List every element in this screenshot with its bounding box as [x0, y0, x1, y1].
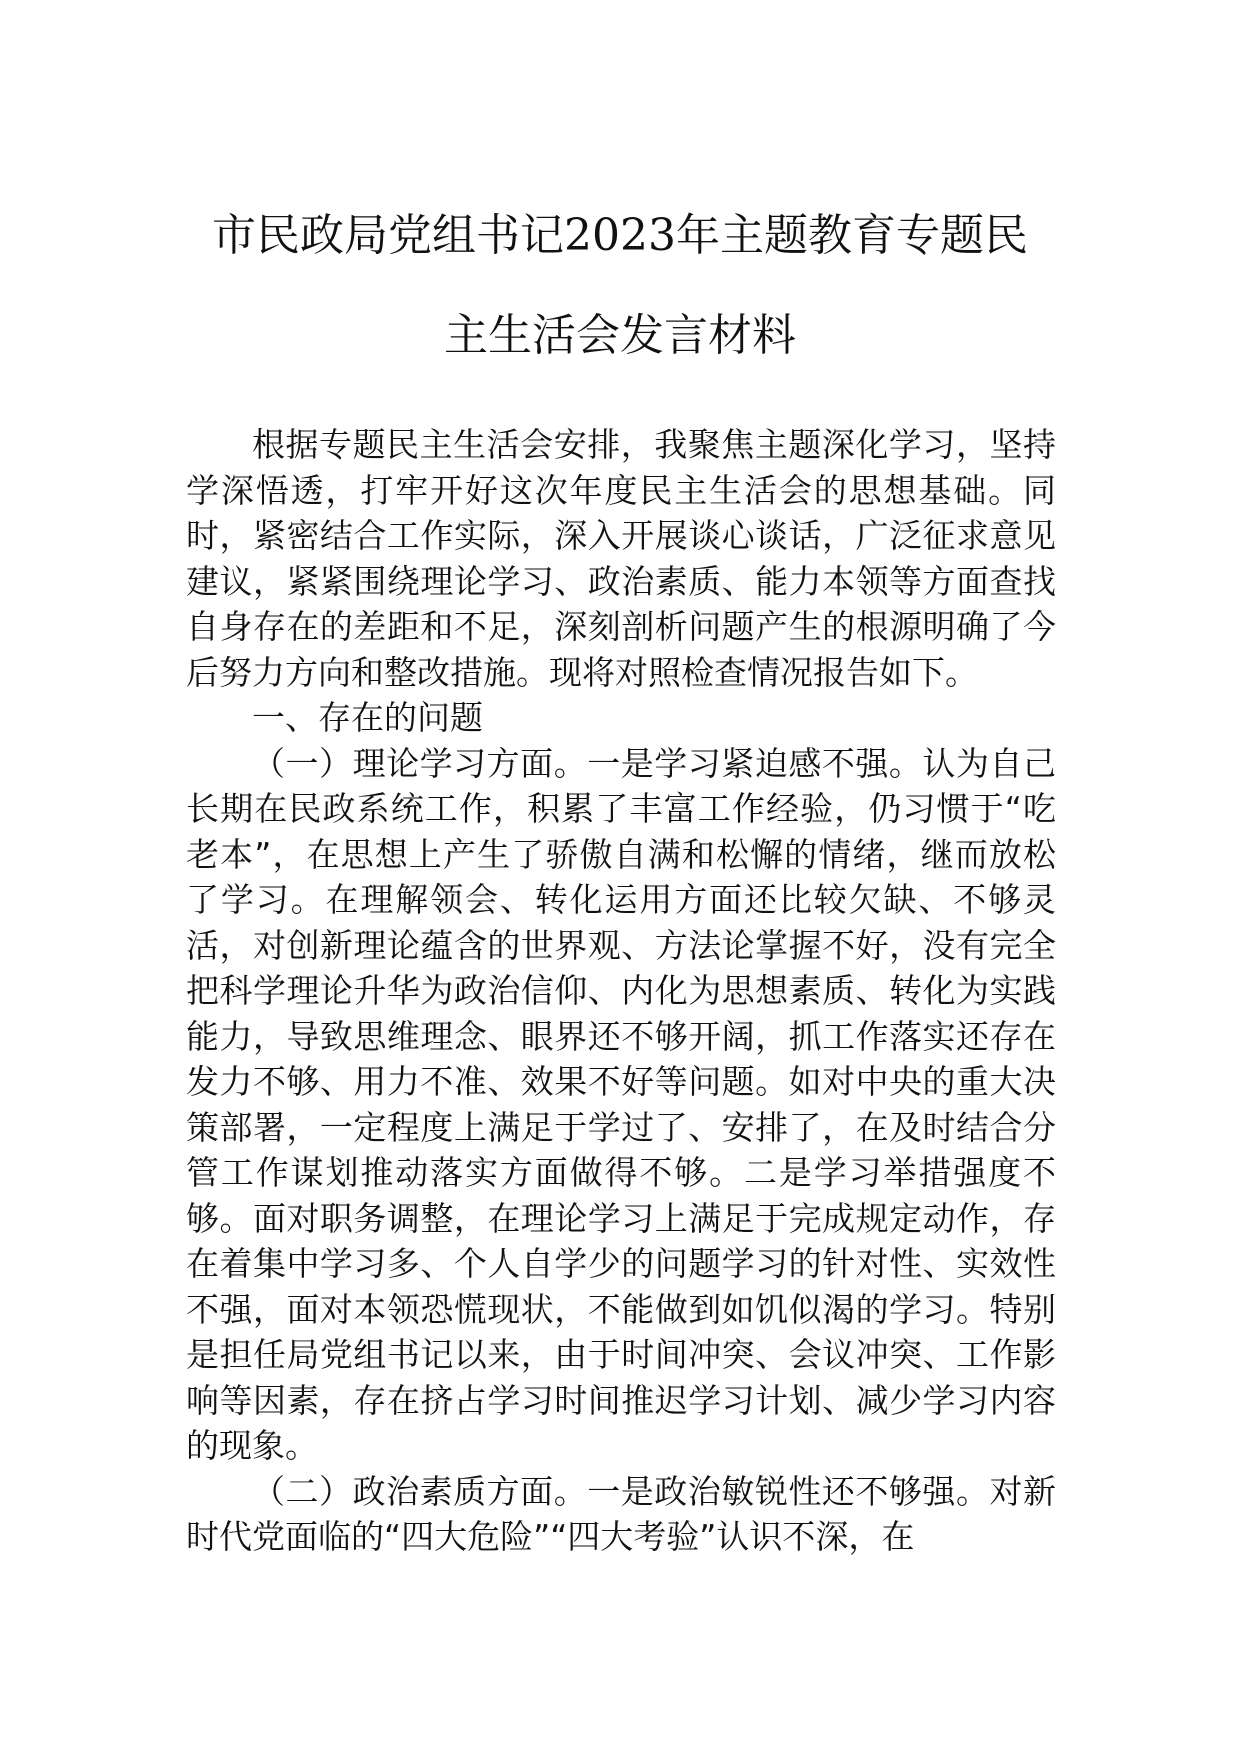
section-heading: 一、存在的问题 [252, 698, 483, 737]
title-line-2: 主生活会发言材料 [444, 310, 796, 361]
intro-paragraph: 根据专题民主生活会安排，我聚焦主题深化学习，坚持学深悟透，打牢开好这次年度民主生活会的思想基础。同时，紧密结合工作实际，深入开展谈心谈话，广泛征求意见建议，紧紧围绕理论学习、政治素质、能力本领等方面查找自身存在的差距和不足，深刻剖析问题产生的根源明确了今后努力方向和整改措施。现将对照检查情况报告如下。 [186, 425, 1056, 692]
title-line-1: 市民政局党组书记2023年主题教育专题民 [212, 210, 1028, 261]
document-title [180, 186, 1060, 386]
body-paragraph: （二）政治素质方面。一是政治敏锐性还不够强。对新时代党面临的“四大危险”“四大考验”认识不深，在 [186, 1471, 1056, 1556]
document-body [186, 422, 1056, 1560]
body-paragraph: （一）理论学习方面。一是学习紧迫感不强。认为自己长期在民政系统工作，积累了丰富工作经验，仍习惯于“吃老本”，在思想上产生了骄傲自满和松懈的情绪，继而放松了学习。在理解领会、转化运用方面还比较欠缺、不够灵活，对创新理论蕴含的世界观、方法论掌握不好，没有完全把科学理论升华为政治信仰、内化为思想素质、转化为实践能力，导致思维理念、眼界还不够开阔，抓工作落实还存在发力不够、用力不准、效果不好等问题。如对中央的重大决策部署，一定程度上满足于学过了、安排了，在及时结合分管工作谋划推动落实方面做得不够。二是学习举措强度不够。面对职务调整，在理论学习上满足于完成规定动作，存在着集中学习多、个人自学少的问题学习的针对性、实效性不强，面对本领恐慌现状，不能做到如饥似渴的学习。特别是担任局党组书记以来，由于时间冲突、会议冲突、工作影响等因素，存在挤占学习时间推迟学习计划、减少学习内容的现象。 [186, 743, 1056, 1465]
